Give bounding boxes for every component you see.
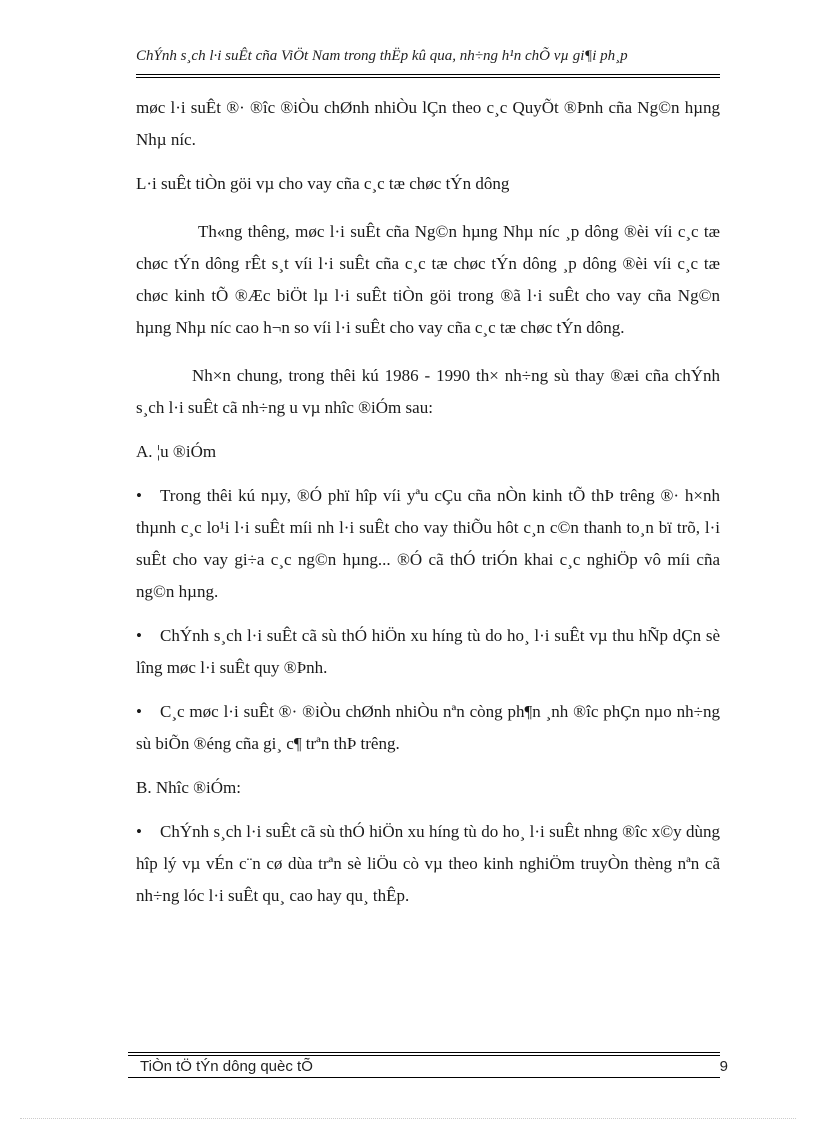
section-heading-deposit-lending: L·i suÊt tiÒn göi vµ cho vay cña c¸c tæ chøc tÝn dông bbox=[136, 174, 510, 193]
header-rule-top bbox=[136, 74, 720, 75]
paragraph-rate-adjustments: møc l·i suÊt ®· ®îc ®iÒu chØnh nhiÒu lÇn theo c¸c QuyÕt ®Þnh cña Ng©n hµng Nhµ níc. bbox=[136, 98, 720, 149]
advantage-item-2 bbox=[136, 620, 720, 684]
advantage-item-3-text: C¸c møc l·i suÊt ®· ®iÒu chØnh nhiÒu nªn còng ph¶n ¸nh ®îc phÇn nµo nh÷ng sù biÕn ®éng cña gi¸ c¶ trªn thÞ trêng. bbox=[136, 702, 720, 753]
paragraph-summary-1986-1990: Nh×n chung, trong thêi kú 1986 - 1990 th× nh÷ng sù thay ®æi cña chÝnh s¸ch l·i suÊt cã nh÷ng u vµ nhîc ®iÓm sau: bbox=[136, 366, 720, 417]
advantage-item-2-text: ChÝnh s¸ch l·i suÊt cã sù thÓ hiÖn xu híng tù do ho¸ l·i suÊt vµ thu hÑp dÇn sè lîng møc l·i suÊt quy ®Þnh. bbox=[136, 626, 720, 677]
page-edge-divider bbox=[20, 1118, 796, 1119]
paragraph-sbv-rates: Th«ng thêng, møc l·i suÊt cña Ng©n hµng Nhµ níc ¸p dông ®èi víi c¸c tæ chøc tÝn dông rÊt s¸t víi l·i suÊt cña c¸c tæ chøc tÝn dông ¸p dông ®èi víi c¸c tæ chøc kinh tÕ ®Æc biÖt lµ l·i suÊt tiÒn göi trong ®ã l·i suÊt cho vay cña Ng©n hµng Nhµ níc cao h¬n so víi l·i suÊt cho vay cña c¸c tæ chøc tÝn dông. bbox=[136, 222, 720, 337]
page-footer bbox=[140, 1058, 728, 1075]
footer-rule-bottom bbox=[128, 1055, 720, 1056]
bullet-icon: • bbox=[136, 702, 142, 721]
page-number: 9 bbox=[719, 1058, 728, 1075]
bullet-icon: • bbox=[136, 486, 142, 505]
bullet-icon: • bbox=[136, 822, 142, 841]
footer-title: TiÒn tÖ tÝn dông quèc tÕ bbox=[140, 1058, 313, 1075]
disadvantage-item-1-text: ChÝnh s¸ch l·i suÊt cã sù thÓ hiÖn xu híng tù do ho¸ l·i suÊt nhng ®îc x©y dùng hîp lý vµ vÉn c¨n cø dùa trªn sè liÖu cò vµ theo kinh nghiÖm truyÒn thèng nªn cã nh÷ng lóc l·i suÊt qu¸ cao hay qu¸ thÊp. bbox=[136, 822, 720, 905]
footer-rule-top bbox=[128, 1052, 720, 1053]
section-heading-disadvantages: B. Nhîc ®iÓm: bbox=[136, 778, 241, 797]
page-header-title: ChÝnh s¸ch l·i suÊt cña ViÖt Nam trong thËp kû qua, nh÷ng h¹n chÕ vµ gi¶i ph¸p bbox=[136, 48, 628, 64]
bullet-icon: • bbox=[136, 626, 142, 645]
disadvantage-item-1 bbox=[136, 816, 720, 912]
advantage-item-1-text: Trong thêi kú nµy, ®Ó phï hîp víi yªu cÇu cña nÒn kinh tÕ thÞ trêng ®· h×nh thµnh c¸c lo¹i l·i suÊt míi nh l·i suÊt cho vay thiÕu hôt c¸n c©n thanh to¸n bï trõ, l·i suÊt cho vay gi÷a c¸c ng©n hµng... ®Ó cã thÓ triÓn khai c¸c nghiÖp vô míi cña ng©n hµng. bbox=[136, 486, 720, 601]
section-heading-advantages: A. ¦u ®iÓm bbox=[136, 442, 217, 461]
advantage-item-1 bbox=[136, 480, 720, 608]
document-body bbox=[136, 92, 720, 912]
advantage-item-3 bbox=[136, 696, 720, 760]
header-rule-bottom bbox=[136, 77, 720, 78]
footer-rule-lower bbox=[128, 1077, 720, 1078]
